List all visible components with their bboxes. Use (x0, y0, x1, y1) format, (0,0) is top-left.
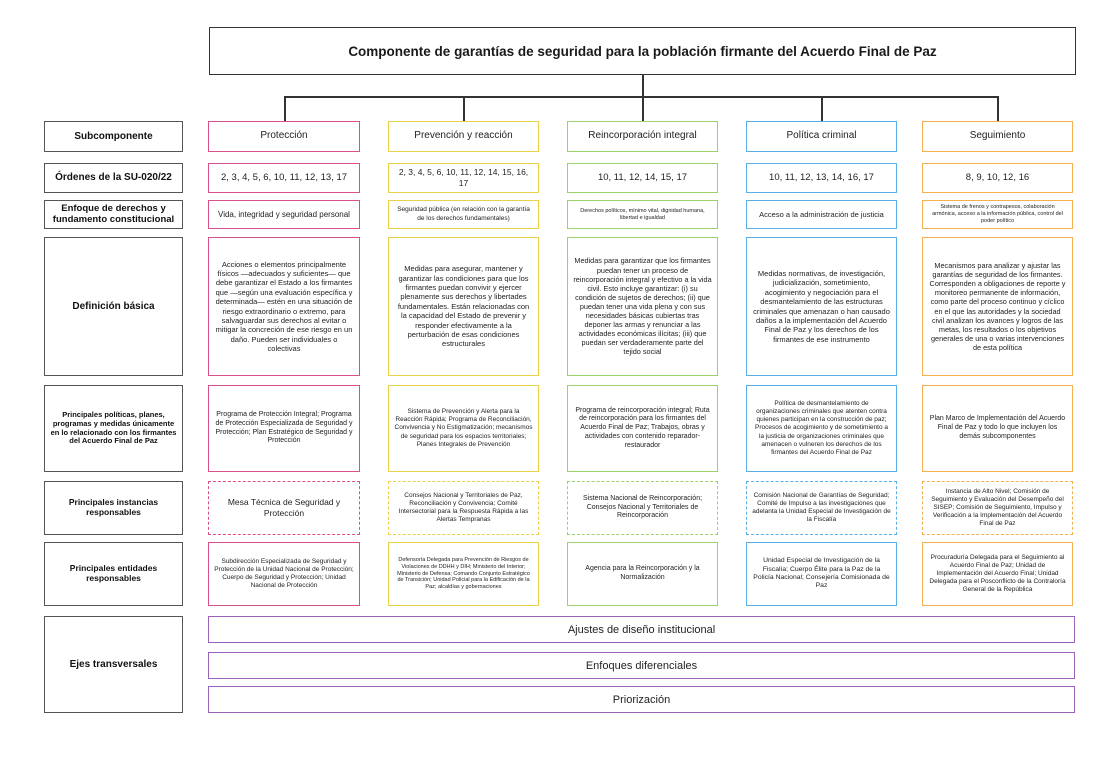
instancias-reincorporacion: Sistema Nacional de Reincorporación; Consejos Nacional y Territoriales de Reincorporación (567, 481, 718, 535)
instancias-proteccion: Mesa Técnica de Seguridad y Protección (208, 481, 360, 535)
row-label-politicas: Principales políticas, planes, programas y medidas únicamente en lo relacionado con los firmantes del Acuerdo Final de Paz (44, 385, 183, 472)
entidades-reincorporacion: Agencia para la Reincorporación y la Normalización (567, 542, 718, 606)
eje-ajustes-diseno-institucional: Ajustes de diseño institucional (208, 616, 1075, 643)
definicion-reincorporacion: Medidas para garantizar que los firmantes puedan tener un proceso de reincorporación integral y efectivo a la vida civil. Esto incluye garantizar: (i) su condición de sujetos de derechos; (ii) que puedan tener una vida plena y con sus necesidades básicas cubiertas tras deponer las armas y renunciar a las actividades económicas ilícitas; (iii) que puedan ser verdaderamente parte del tejido social (567, 237, 718, 376)
row-label-entidades: Principales entidades responsables (44, 542, 183, 606)
entidades-seguimiento: Procuraduría Delegada para el Seguimiento al Acuerdo Final de Paz; Unidad de Implementación del Acuerdo Final; Unidad Delegada para el Posconflicto de la Contraloría General de la República (922, 542, 1073, 606)
connector-drop-proteccion (284, 96, 286, 121)
enfoque-proteccion: Vida, integridad y seguridad personal (208, 200, 360, 229)
politicas-seguimiento: Plan Marco de Implementación del Acuerdo Final de Paz y todo lo que incluyen los demás subcomponentes (922, 385, 1073, 472)
definicion-politica-criminal: Medidas normativas, de investigación, judicialización, sometimiento, acogimiento y negociación para el desmantelamiento de las estructuras criminales que amenazan o han causado daños a la implementación del Acuerdo Final de Paz y los derechos de los firmantes de ese instrumento (746, 237, 897, 376)
entidades-proteccion: Subdirección Especializada de Seguridad y Protección de la Unidad Nacional de Protección; Cuerpo de Seguridad y Protección; Unidad Nacional de Protección (208, 542, 360, 606)
instancias-politica-criminal: Comisión Nacional de Garantías de Seguridad; Comité de Impulso a las investigaciones que adelanta la Unidad Especial de Investigación de la Fiscalía (746, 481, 897, 535)
politicas-politica-criminal: Política de desmantelamiento de organizaciones criminales que atenten contra quienes participan en la construcción de paz; Procesos de acogimiento y de sometimiento a la justicia de organizaciones criminales que amenacen o vulneren los derechos de los firmantes del Acuerdo Final de Paz (746, 385, 897, 472)
enfoque-prevencion: Seguridad pública (en relación con la garantía de los derechos fundamentales) (388, 200, 539, 229)
entidades-prevencion: Defensoría Delegada para Prevención de Riesgos de Violaciones de DDHH y DIH; Ministerio del Interior; Ministerio de Defensa; Comando Conjunto Estratégico de Transición; Unidad Policial para la Edificación de la Paz; alcaldías y gobernaciones (388, 542, 539, 606)
ordenes-prevencion: 2, 3, 4, 5, 6, 10, 11, 12, 14, 15, 16, 17 (388, 163, 539, 193)
enfoque-politica-criminal: Acceso a la administración de justicia (746, 200, 897, 229)
row-label-enfoque: Enfoque de derechos y fundamento constitucional (44, 200, 183, 229)
row-label-instancias: Principales instancias responsables (44, 481, 183, 535)
connector-drop-reincorporacion (642, 96, 644, 121)
politicas-prevencion: Sistema de Prevención y Alerta para la Reacción Rápida; Programa de Reconciliación, Convivencia y No Estigmatización; mecanismos de seguridad para los espacios territoriales; Planes Integrales de Prevención (388, 385, 539, 472)
enfoque-seguimiento: Sistema de frenos y contrapesos, colaboración armónica, acceso a la información pública, control del poder político (922, 200, 1073, 229)
eje-enfoques-diferenciales: Enfoques diferenciales (208, 652, 1075, 679)
definicion-seguimiento: Mecanismos para analizar y ajustar las garantías de seguridad de los firmantes. Corresponden a obligaciones de reporte y monitoreo permanente de información, como parte del proceso continuo y cíclico en el que las autoridades y la sociedad civil analizan los avances y logros de las metas, los resultados o los objetivos generales de una o varias intervenciones de esta política (922, 237, 1073, 376)
row-label-ordenes: Órdenes de la SU-020/22 (44, 163, 183, 193)
row-label-definicion: Definición básica (44, 237, 183, 376)
connector-drop-seguimiento (997, 96, 999, 121)
ordenes-proteccion: 2, 3, 4, 5, 6, 10, 11, 12, 13, 17 (208, 163, 360, 193)
instancias-seguimiento: Instancia de Alto Nivel; Comisión de Seguimiento y Evaluación del Desempeño del SISEP; Comisión de Seguimiento, Impulso y Verificación a la Implementación del Acuerdo Final de Paz (922, 481, 1073, 535)
connector-bus (284, 96, 998, 98)
row-label-ejes: Ejes transversales (44, 616, 183, 713)
politicas-proteccion: Programa de Protección Integral; Programa de Protección Especializada de Seguridad y Protección; Plan Estratégico de Seguridad y Protección (208, 385, 360, 472)
connector-drop-prevencion (463, 96, 465, 121)
politicas-reincorporacion: Programa de reincorporación integral; Ruta de reincorporación para los firmantes del Acuerdo Final de Paz; Trabajos, obras y actividades con contenido reparador-restaurador (567, 385, 718, 472)
enfoque-reincorporacion: Derechos políticos, mínimo vital, dignidad humana, libertad e igualdad (567, 200, 718, 229)
subcomponente-politica-criminal: Política criminal (746, 121, 897, 152)
subcomponente-proteccion: Protección (208, 121, 360, 152)
entidades-politica-criminal: Unidad Especial de Investigación de la Fiscalía; Cuerpo Élite para la Paz de la Policía Nacional; Consejería Comisionada de Paz (746, 542, 897, 606)
subcomponente-seguimiento: Seguimiento (922, 121, 1073, 152)
ordenes-reincorporacion: 10, 11, 12, 14, 15, 17 (567, 163, 718, 193)
subcomponente-prevencion: Prevención y reacción (388, 121, 539, 152)
instancias-prevencion: Consejos Nacional y Territoriales de Paz, Reconciliación y Convivencia; Comité Intersectorial para la Respuesta Rápida a las Alertas Tempranas (388, 481, 539, 535)
subcomponente-reincorporacion: Reincorporación integral (567, 121, 718, 152)
connector-drop-politica (821, 96, 823, 121)
definicion-proteccion: Acciones o elementos principalmente físicos —adecuados y suficientes— que debe garantizar el Estado a los firmantes que —según una evaluación específica y determinada— estén en una situación de riesgo extraordinario o extremo, para salvaguardar sus derechos al evitar o mitigar la concreción de ese riesgo en un daño. Pueden ser individuales o colectivas (208, 237, 360, 376)
diagram-title: Componente de garantías de seguridad para la población firmante del Acuerdo Final de Paz (209, 27, 1076, 75)
definicion-prevencion: Medidas para asegurar, mantener y garantizar las condiciones para que los firmantes puedan convivir y ejercer plenamente sus derechos y libertades fundamentales. Están relacionadas con la capacidad del Estado de prevenir y responder efectivamente a la perturbación de esas condiciones estructurales (388, 237, 539, 376)
ordenes-seguimiento: 8, 9, 10, 12, 16 (922, 163, 1073, 193)
eje-priorizacion: Priorización (208, 686, 1075, 713)
ordenes-politica-criminal: 10, 11, 12, 13, 14, 16, 17 (746, 163, 897, 193)
connector-trunk (642, 75, 644, 97)
row-label-subcomponente: Subcomponente (44, 121, 183, 152)
